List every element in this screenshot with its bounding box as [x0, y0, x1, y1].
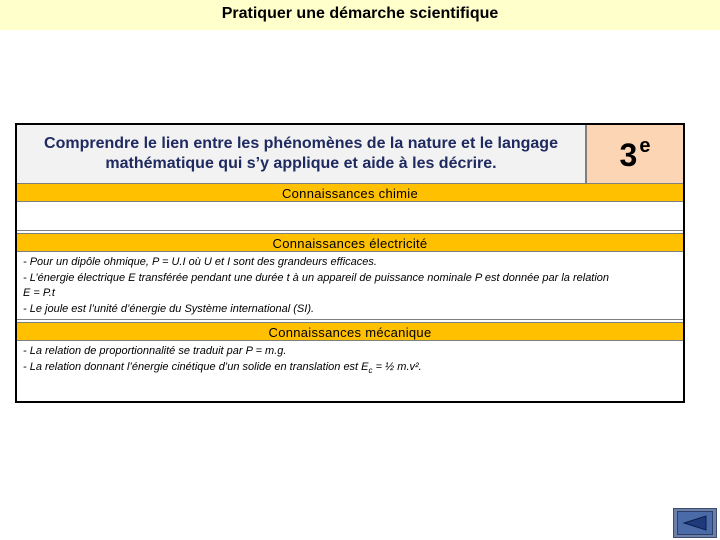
section-content-electricite [17, 252, 683, 320]
page-title: Pratiquer une démarche scientifique [221, 5, 499, 22]
header-banner [0, 0, 720, 30]
section-content-mecanique [17, 341, 683, 401]
section-header-mecanique: Connaissances mécanique [17, 322, 683, 341]
knowledge-sheet [15, 123, 685, 403]
grade-label: 3 $^e$ [619, 134, 651, 173]
section-header-electricite: Connaissances électricité [17, 233, 683, 252]
grade-cell [587, 125, 683, 183]
text-line: - La relation donnant l’énergie cinétique d’un solide en translation est $E_c$ = ½ m.v². [23, 360, 422, 375]
section-content-chimie [17, 202, 683, 231]
back-arrow-icon [677, 511, 713, 535]
intro-row [17, 125, 683, 184]
text-line: - La relation de proportionnalité se traduit par P = m.g. [23, 345, 287, 357]
text-line: - Pour un dipôle ohmique, P = U.I où U et I sont des grandeurs efficaces. [23, 256, 377, 268]
text-line: E = P.t [23, 287, 55, 299]
text-line: - Le joule est l’unité d’énergie du Système international (SI). [23, 302, 315, 315]
text-line: - L’énergie électrique E transférée pendant une durée t à un appareil de puissance nominale P est donnée par la relation [23, 271, 610, 284]
competency-statement: Comprendre le lien entre les phénomènes de la nature et le langage mathématique qui s’y applique et aide à les décrire. [17, 125, 587, 183]
section-header-chimie: Connaissances chimie [17, 183, 683, 202]
back-button[interactable] [673, 508, 717, 538]
